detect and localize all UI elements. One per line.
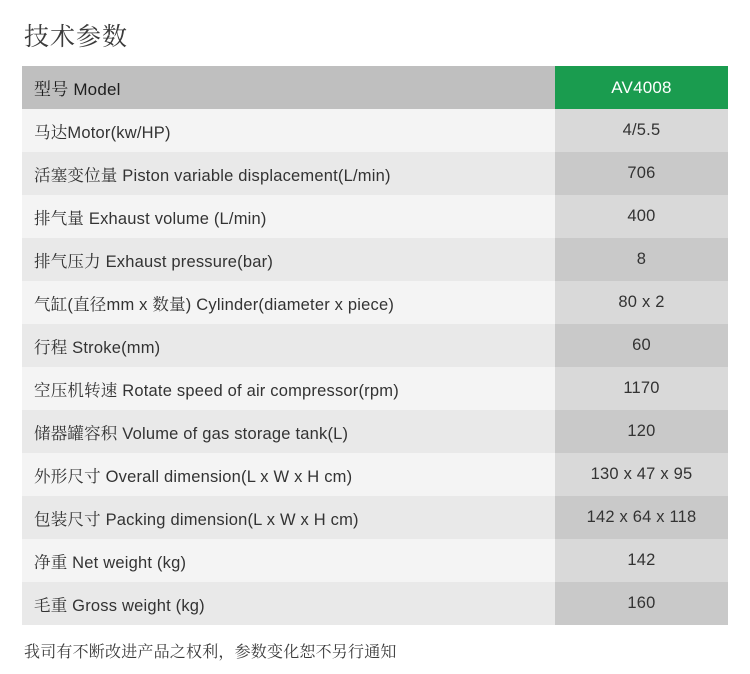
table-row — [22, 195, 728, 238]
disclaimer-note: 我司有不断改进产品之权利，参数变化恕不另行通知 — [24, 644, 397, 661]
row-label: 活塞变位量 Piston variable displacement(L/min) — [22, 152, 555, 195]
table-row — [22, 496, 728, 539]
row-value: 120 — [555, 410, 728, 453]
row-label: 排气压力 Exhaust pressure(bar) — [22, 238, 555, 281]
row-label: 马达Motor(kw/HP) — [22, 109, 555, 152]
table-row — [22, 367, 728, 410]
table-row — [22, 410, 728, 453]
row-value: 4/5.5 — [555, 109, 728, 152]
row-value: 130 x 47 x 95 — [555, 453, 728, 496]
row-value: 80 x 2 — [555, 281, 728, 324]
header-cell-model-label: 型号 Model — [22, 66, 555, 109]
row-label: 空压机转速 Rotate speed of air compressor(rpm) — [22, 367, 555, 410]
row-label: 包装尺寸 Packing dimension(L x W x H cm) — [22, 496, 555, 539]
table-row — [22, 109, 728, 152]
row-value: 1170 — [555, 367, 728, 410]
row-value: 400 — [555, 195, 728, 238]
row-value: 60 — [555, 324, 728, 367]
table-header-row — [22, 66, 728, 109]
row-value: 142 x 64 x 118 — [555, 496, 728, 539]
row-label: 外形尺寸 Overall dimension(L x W x H cm) — [22, 453, 555, 496]
table-row — [22, 152, 728, 195]
row-value: 706 — [555, 152, 728, 195]
row-label: 储器罐容积 Volume of gas storage tank(L) — [22, 410, 555, 453]
row-value: 142 — [555, 539, 728, 582]
table-row — [22, 453, 728, 496]
row-label: 行程 Stroke(mm) — [22, 324, 555, 367]
row-label: 净重 Net weight (kg) — [22, 539, 555, 582]
row-value: 160 — [555, 582, 728, 625]
table-row — [22, 582, 728, 625]
table-body — [22, 66, 728, 625]
header-cell-model-value: AV4008 — [555, 66, 728, 109]
page-title: 技术参数 — [24, 23, 129, 51]
row-label: 气缸(直径mm x 数量) Cylinder(diameter x piece) — [22, 281, 555, 324]
table-row — [22, 238, 728, 281]
row-label: 排气量 Exhaust volume (L/min) — [22, 195, 555, 238]
table-row — [22, 324, 728, 367]
specifications-table — [22, 66, 728, 625]
table-row — [22, 281, 728, 324]
row-value: 8 — [555, 238, 728, 281]
row-label: 毛重 Gross weight (kg) — [22, 582, 555, 625]
table-row — [22, 539, 728, 582]
